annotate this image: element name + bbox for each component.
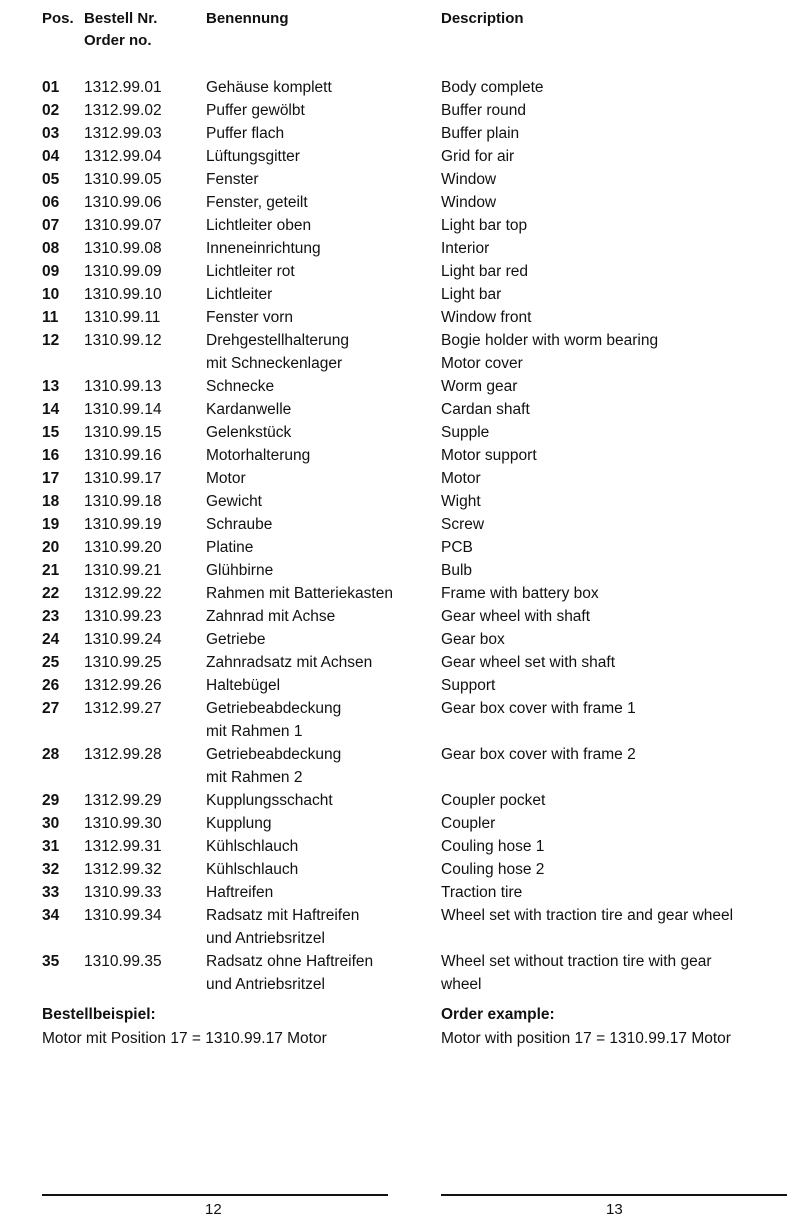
part-order-no: 1312.99.03: [84, 125, 162, 142]
table-row: [0, 168, 800, 191]
table-row: [0, 283, 800, 306]
table-row: [0, 329, 800, 375]
table-row: [0, 191, 800, 214]
table-row: [0, 628, 800, 651]
table-row: [0, 513, 800, 536]
part-pos: 20: [42, 539, 60, 556]
table-row: [0, 858, 800, 881]
part-benennung: Glühbirne: [206, 562, 274, 579]
part-description: Screw: [441, 516, 485, 533]
part-order-no: 1310.99.34: [84, 907, 162, 924]
part-description: Bulb: [441, 562, 473, 579]
part-pos: 06: [42, 194, 60, 211]
part-description: Interior: [441, 240, 490, 257]
part-benennung: Motor: [206, 470, 246, 487]
part-pos: 12: [42, 332, 60, 349]
part-benennung: Platine: [206, 539, 254, 556]
table-row: [0, 490, 800, 513]
order-example-en: [441, 1003, 731, 1051]
part-order-no: 1310.99.07: [84, 217, 162, 234]
table-row: [0, 306, 800, 329]
part-benennung: Radsatz mit Haftreifen und Antriebsritzel: [206, 907, 360, 947]
part-order-no: 1312.99.01: [84, 79, 162, 96]
table-row: [0, 559, 800, 582]
order-example-de-title: Bestellbeispiel:: [42, 1006, 156, 1023]
table-row: [0, 605, 800, 628]
part-pos: 11: [42, 309, 59, 326]
parts-list: [0, 76, 800, 996]
header-benennung: Benennung: [206, 10, 289, 27]
part-pos: 18: [42, 493, 60, 510]
header-order-no: Bestell Nr. Order no.: [84, 10, 158, 49]
table-row: [0, 743, 800, 789]
part-description: Window: [441, 171, 497, 188]
part-description: Coupler pocket: [441, 792, 546, 809]
part-pos: 13: [42, 378, 60, 395]
part-description: Window: [441, 194, 497, 211]
part-benennung: Schraube: [206, 516, 273, 533]
part-benennung: Getriebeabdeckung mit Rahmen 2: [206, 746, 342, 786]
part-order-no: 1310.99.21: [84, 562, 162, 579]
part-benennung: Rahmen mit Batteriekasten: [206, 585, 393, 602]
part-order-no: 1312.99.22: [84, 585, 162, 602]
part-benennung: Inneneinrichtung: [206, 240, 321, 257]
part-pos: 19: [42, 516, 60, 533]
part-pos: 34: [42, 907, 60, 924]
part-benennung: Kardanwelle: [206, 401, 292, 418]
part-pos: 10: [42, 286, 60, 303]
part-description: Wheel set with traction tire and gear wheel: [441, 907, 734, 924]
part-pos: 28: [42, 746, 60, 763]
table-row: [0, 237, 800, 260]
part-benennung: Lichtleiter oben: [206, 217, 312, 234]
part-pos: 05: [42, 171, 60, 188]
part-description: Motor support: [441, 447, 537, 464]
part-order-no: 1310.99.10: [84, 286, 162, 303]
part-benennung: Motorhalterung: [206, 447, 311, 464]
part-pos: 31: [42, 838, 60, 855]
part-pos: 14: [42, 401, 60, 418]
part-description: Light bar top: [441, 217, 528, 234]
part-benennung: Lüftungsgitter: [206, 148, 300, 165]
part-description: Gear box cover with frame 2: [441, 746, 636, 763]
table-row: [0, 260, 800, 283]
part-order-no: 1312.99.26: [84, 677, 162, 694]
part-pos: 17: [42, 470, 60, 487]
footer-rule-right: [441, 1194, 787, 1196]
part-order-no: 1310.99.25: [84, 654, 162, 671]
part-pos: 15: [42, 424, 60, 441]
table-row: [0, 651, 800, 674]
part-description: Couling hose 1: [441, 838, 545, 855]
part-benennung: Fenster: [206, 171, 259, 188]
part-benennung: Getriebeabdeckung mit Rahmen 1: [206, 700, 342, 740]
table-row: [0, 812, 800, 835]
part-description: Buffer round: [441, 102, 527, 119]
part-order-no: 1310.99.30: [84, 815, 162, 832]
table-row: [0, 375, 800, 398]
page-number-right: 13: [606, 1201, 623, 1218]
order-example-de: [42, 1003, 327, 1051]
part-description: Wight: [441, 493, 481, 510]
part-benennung: Kupplungsschacht: [206, 792, 333, 809]
part-description: Frame with battery box: [441, 585, 599, 602]
part-description: Motor: [441, 470, 481, 487]
part-benennung: Fenster vorn: [206, 309, 294, 326]
part-order-no: 1310.99.08: [84, 240, 162, 257]
part-pos: 16: [42, 447, 60, 464]
part-benennung: Kupplung: [206, 815, 272, 832]
part-benennung: Puffer gewölbt: [206, 102, 305, 119]
part-order-no: 1312.99.27: [84, 700, 162, 717]
part-pos: 26: [42, 677, 60, 694]
part-benennung: Zahnradsatz mit Achsen: [206, 654, 373, 671]
table-row: [0, 674, 800, 697]
part-benennung: Puffer flach: [206, 125, 285, 142]
table-row: [0, 122, 800, 145]
order-example-en-text: Motor with position 17 = 1310.99.17 Motor: [441, 1030, 731, 1047]
part-description: Buffer plain: [441, 125, 520, 142]
part-benennung: Haftreifen: [206, 884, 274, 901]
part-benennung: Kühlschlauch: [206, 861, 299, 878]
part-order-no: 1312.99.31: [84, 838, 162, 855]
table-row: [0, 444, 800, 467]
part-order-no: 1310.99.20: [84, 539, 162, 556]
table-row: [0, 950, 800, 996]
part-pos: 04: [42, 148, 60, 165]
header-pos: Pos.: [42, 10, 74, 27]
part-description: Gear wheel with shaft: [441, 608, 591, 625]
part-pos: 23: [42, 608, 60, 625]
table-row: [0, 881, 800, 904]
part-order-no: 1310.99.06: [84, 194, 162, 211]
table-row: [0, 789, 800, 812]
part-description: Grid for air: [441, 148, 515, 165]
table-row: [0, 835, 800, 858]
part-pos: 29: [42, 792, 60, 809]
part-order-no: 1310.99.14: [84, 401, 162, 418]
part-order-no: 1312.99.28: [84, 746, 162, 763]
part-pos: 09: [42, 263, 60, 280]
order-example-de-text: Motor mit Position 17 = 1310.99.17 Motor: [42, 1030, 327, 1047]
part-order-no: 1310.99.15: [84, 424, 162, 441]
part-description: Traction tire: [441, 884, 523, 901]
part-description: Light bar: [441, 286, 502, 303]
part-pos: 35: [42, 953, 60, 970]
part-pos: 07: [42, 217, 60, 234]
part-pos: 33: [42, 884, 60, 901]
part-description: Supple: [441, 424, 490, 441]
part-description: Gear box cover with frame 1: [441, 700, 636, 717]
part-order-no: 1310.99.18: [84, 493, 162, 510]
part-benennung: Lichtleiter rot: [206, 263, 295, 280]
part-order-no: 1310.99.24: [84, 631, 162, 648]
part-pos: 30: [42, 815, 60, 832]
part-description: Gear box: [441, 631, 505, 648]
part-pos: 03: [42, 125, 60, 142]
header-description: Description: [441, 10, 524, 27]
part-benennung: Fenster, geteilt: [206, 194, 308, 211]
part-order-no: 1310.99.13: [84, 378, 162, 395]
table-row: [0, 421, 800, 444]
part-description: Worm gear: [441, 378, 518, 395]
part-description: Support: [441, 677, 496, 694]
part-benennung: Lichtleiter: [206, 286, 273, 303]
part-order-no: 1310.99.16: [84, 447, 162, 464]
table-row: [0, 904, 800, 950]
part-description: Body complete: [441, 79, 544, 96]
table-row: [0, 467, 800, 490]
part-pos: 02: [42, 102, 60, 119]
part-pos: 21: [42, 562, 60, 579]
part-description: Wheel set without traction tire with gear wheel: [441, 953, 712, 993]
footer-rule-left: [42, 1194, 388, 1196]
page-number-left: 12: [205, 1201, 222, 1218]
part-order-no: 1310.99.35: [84, 953, 162, 970]
part-benennung: Schnecke: [206, 378, 275, 395]
part-benennung: Haltebügel: [206, 677, 281, 694]
table-row: [0, 697, 800, 743]
part-description: Bogie holder with worm bearing Motor cover: [441, 332, 659, 372]
part-benennung: Radsatz ohne Haftreifen und Antriebsritzel: [206, 953, 374, 993]
table-row: [0, 536, 800, 559]
part-description: Light bar red: [441, 263, 529, 280]
part-order-no: 1312.99.02: [84, 102, 162, 119]
part-pos: 08: [42, 240, 60, 257]
part-pos: 25: [42, 654, 60, 671]
part-description: Gear wheel set with shaft: [441, 654, 616, 671]
part-benennung: Zahnrad mit Achse: [206, 608, 336, 625]
table-row: [0, 76, 800, 99]
part-order-no: 1310.99.09: [84, 263, 162, 280]
part-benennung: Getriebe: [206, 631, 266, 648]
part-benennung: Gelenkstück: [206, 424, 292, 441]
part-pos: 24: [42, 631, 60, 648]
table-row: [0, 582, 800, 605]
order-example-en-title: Order example:: [441, 1006, 555, 1023]
part-description: Coupler: [441, 815, 496, 832]
part-description: Couling hose 2: [441, 861, 545, 878]
part-order-no: 1310.99.33: [84, 884, 162, 901]
part-order-no: 1310.99.05: [84, 171, 162, 188]
part-order-no: 1310.99.19: [84, 516, 162, 533]
table-row: [0, 99, 800, 122]
part-order-no: 1310.99.17: [84, 470, 162, 487]
part-order-no: 1310.99.23: [84, 608, 162, 625]
part-benennung: Drehgestellhalterung mit Schneckenlager: [206, 332, 350, 372]
part-order-no: 1312.99.04: [84, 148, 162, 165]
part-description: PCB: [441, 539, 473, 556]
part-benennung: Gewicht: [206, 493, 262, 510]
part-pos: 27: [42, 700, 60, 717]
table-row: [0, 214, 800, 237]
part-description: Cardan shaft: [441, 401, 530, 418]
part-description: Window front: [441, 309, 532, 326]
table-row: [0, 398, 800, 421]
part-order-no: 1310.99.11: [84, 309, 161, 326]
part-pos: 01: [42, 79, 60, 96]
part-benennung: Gehäuse komplett: [206, 79, 332, 96]
part-order-no: 1310.99.12: [84, 332, 162, 349]
part-pos: 32: [42, 861, 60, 878]
part-benennung: Kühlschlauch: [206, 838, 299, 855]
part-pos: 22: [42, 585, 60, 602]
table-row: [0, 145, 800, 168]
part-order-no: 1312.99.29: [84, 792, 162, 809]
part-order-no: 1312.99.32: [84, 861, 162, 878]
